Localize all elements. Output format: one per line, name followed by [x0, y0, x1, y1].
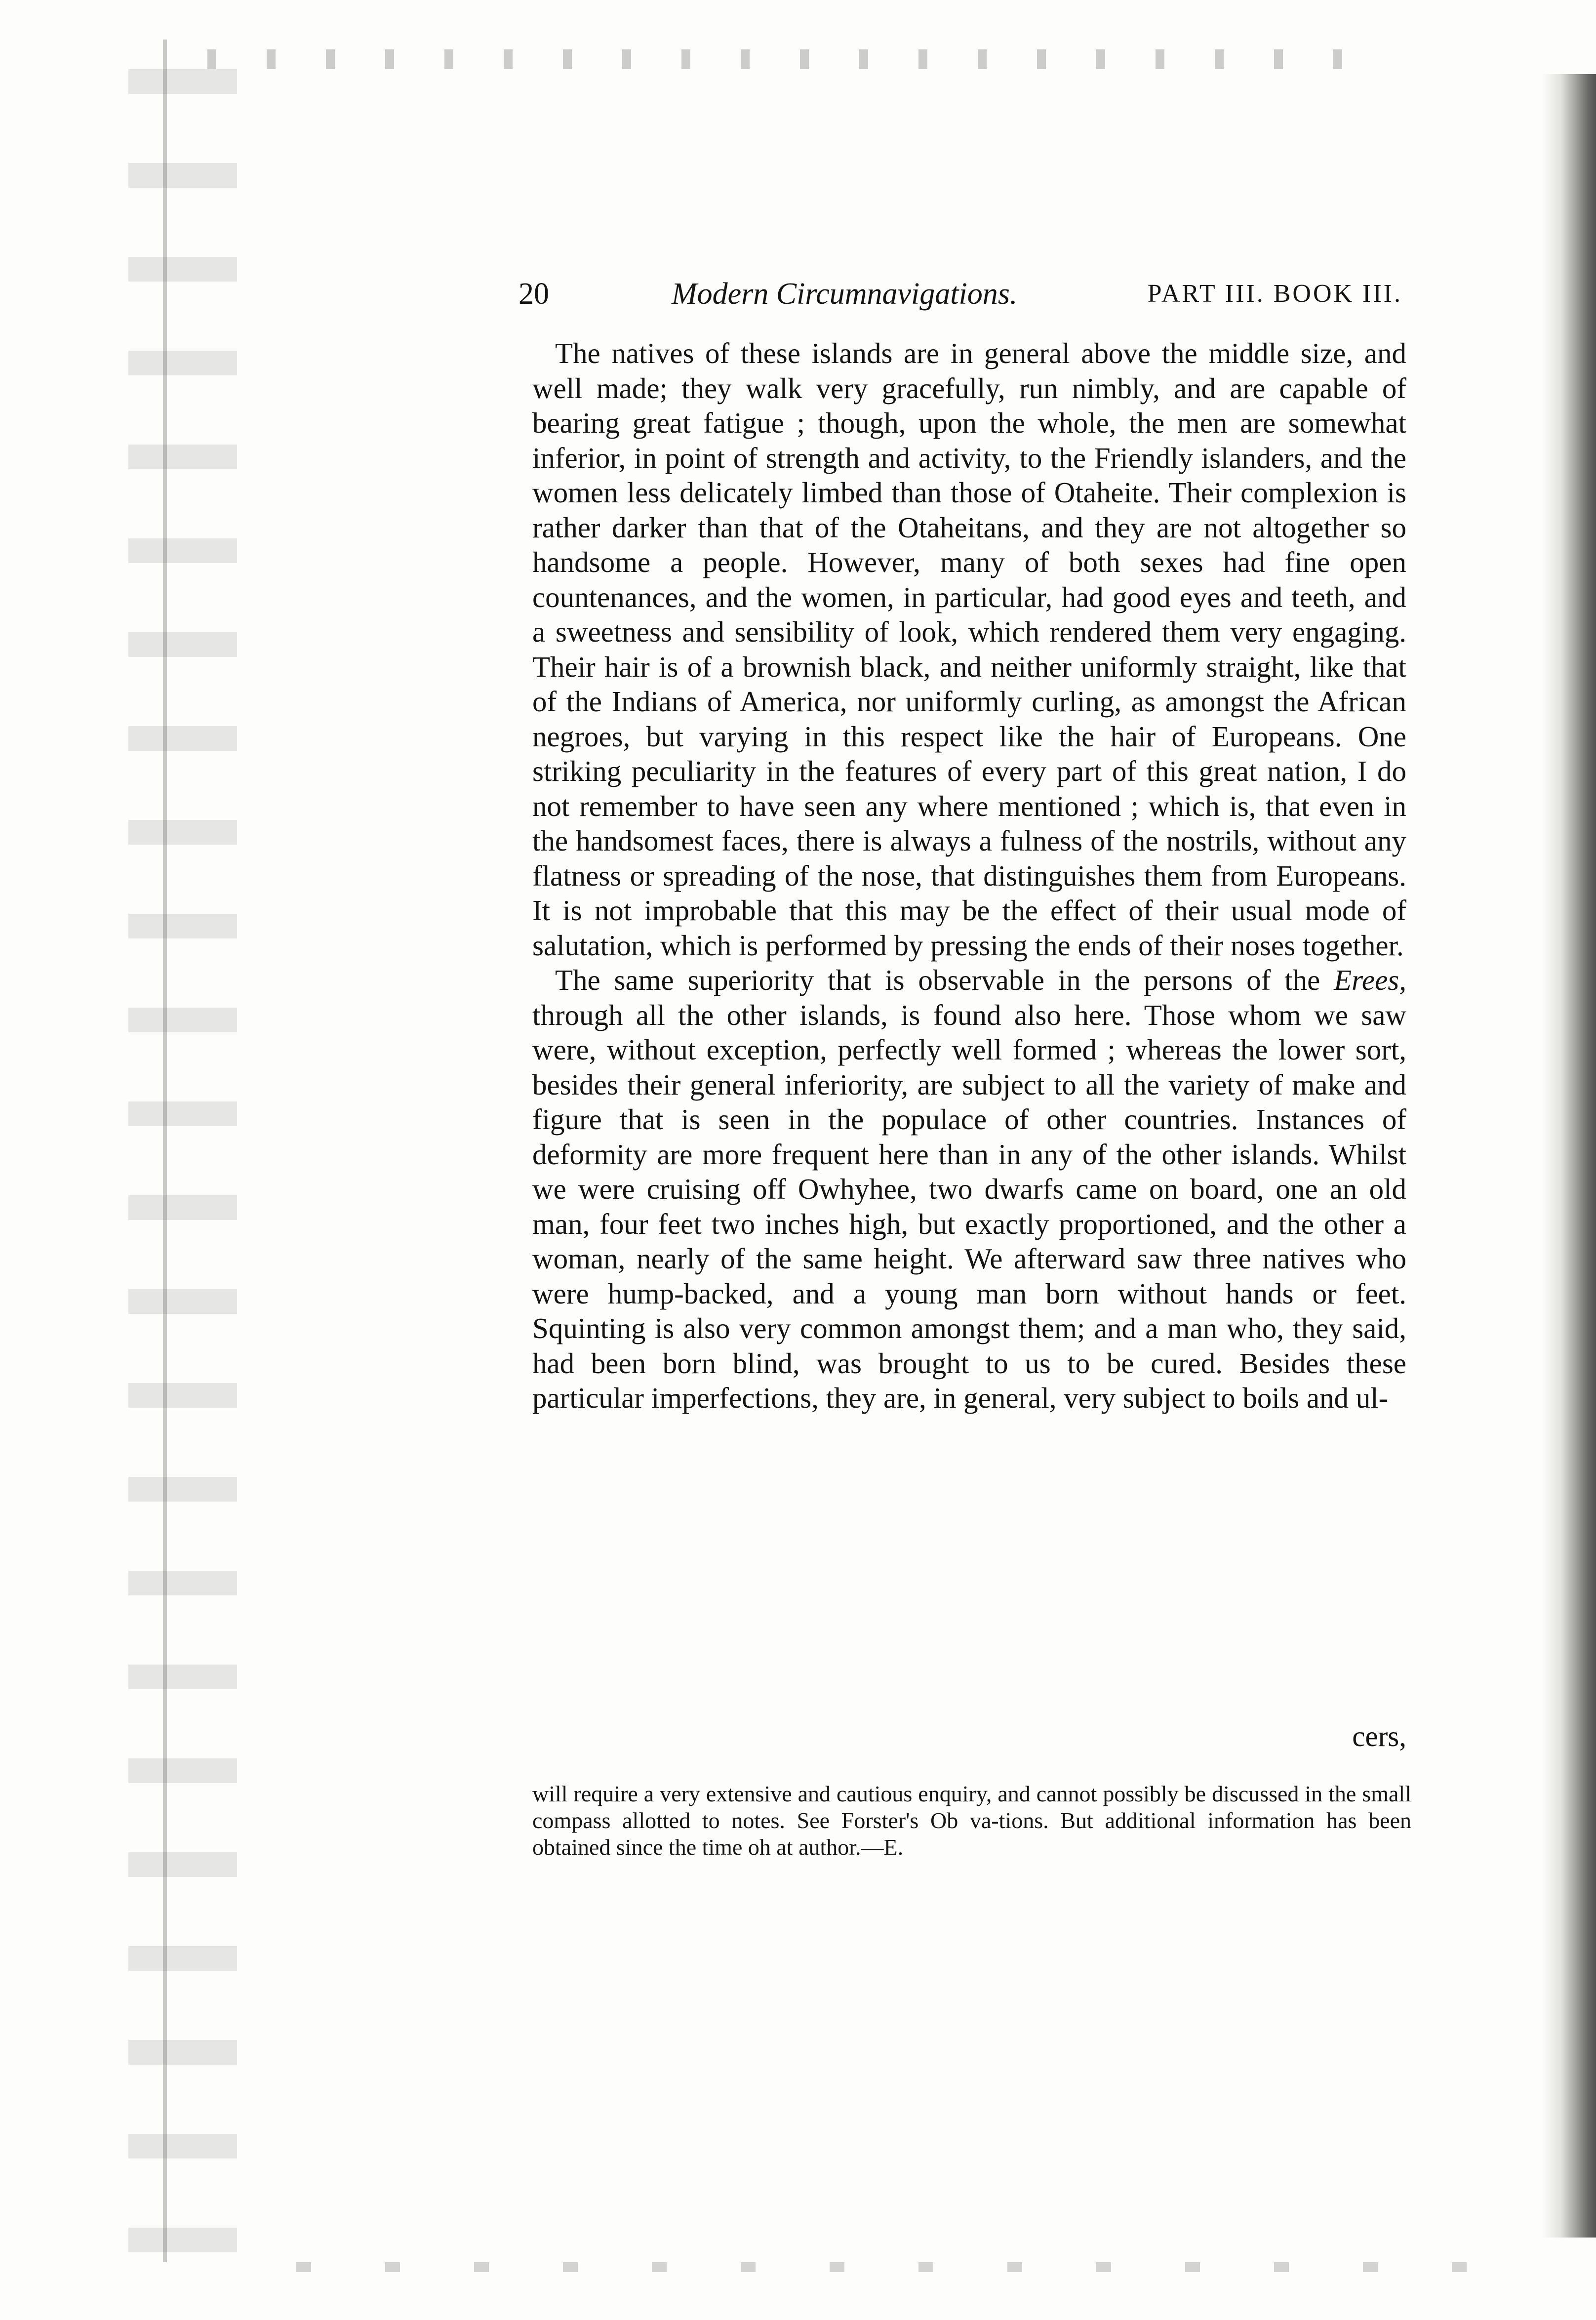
scan-binding-line — [163, 40, 167, 2262]
scan-noise-bottom — [296, 2262, 1481, 2272]
main-text — [532, 336, 1406, 1416]
part-book-label: PART III. BOOK III. — [1147, 280, 1402, 308]
running-head — [519, 274, 1402, 314]
scan-edge-shadow-right — [1542, 74, 1596, 2238]
paragraph-text: The same superiority that is observable in the persons of the — [555, 964, 1334, 996]
scan-noise-top — [207, 49, 1343, 69]
running-title: Modern Circumnavigations. — [672, 277, 1018, 311]
italic-term: Erees, — [1334, 964, 1406, 996]
paragraph: The natives of these islands are in general above the middle size, and well made; they walk very gracefully, run nimbly, and are capable of bearing great fatigue ; though, upon the whole, the men are somewhat inferior, in point of strength and activity, to the Friendly islanders, and the women less delicately limbed than those of Otaheite. Their complexion is rather darker than that of the Otaheitans, and they are not altogether so handsome a people. However, many of both sexes had fine open countenances, and the women, in particular, had good eyes and teeth, and a sweetness and sensibility of look, which rendered them very engaging. Their hair is of a brownish black, and neither uniformly straight, like that of the Indians of America, nor uniformly curling, as amongst the African negroes, but varying in this respect like the hair of Europeans. One striking peculiarity in the features of every part of this great nation, I do not remember to have seen any where mentioned ; which is, that even in the handsomest faces, there is always a fulness of the nostrils, without any flatness or spreading of the nose, that distinguishes them from Europeans. It is not improbable that this may be the effect of their usual mode of salutation, which is performed by pressing the ends of their noses together. — [532, 337, 1406, 962]
paragraph-text: through all the other islands, is found also here. Those whom we saw were, without exception, perfectly well formed ; whereas the lower sort, besides their general inferiority, are subject to all the variety of make and figure that is seen in the populace of other countries. Instances of deformity are more frequent here than in any of the other islands. Whilst we were cruising off Owhyhee, two dwarfs came on board, one an old man, four feet two inches high, but exactly proportioned, and the other a woman, nearly of the same height. We afterward saw three natives who were hump-backed, and a young man born without hands or feet. Squinting is also very common amongst them; and a man who, they said, had been born blind, was brought to us to be cured. Besides these particular imperfections, they are, in general, very subject to boils and ul- — [532, 998, 1406, 1414]
catchword: cers, — [1352, 1720, 1406, 1752]
paragraph — [532, 963, 1406, 1416]
footnote: will require a very extensive and cautious enquiry, and cannot possibly be discussed in the small compass allotted to notes. See Forster's Ob va-tions. But additional information has been obtained since the time oh at author.—E. — [532, 1781, 1411, 1860]
page-number: 20 — [519, 277, 549, 311]
scan-edge-shadow-left — [128, 0, 237, 2320]
